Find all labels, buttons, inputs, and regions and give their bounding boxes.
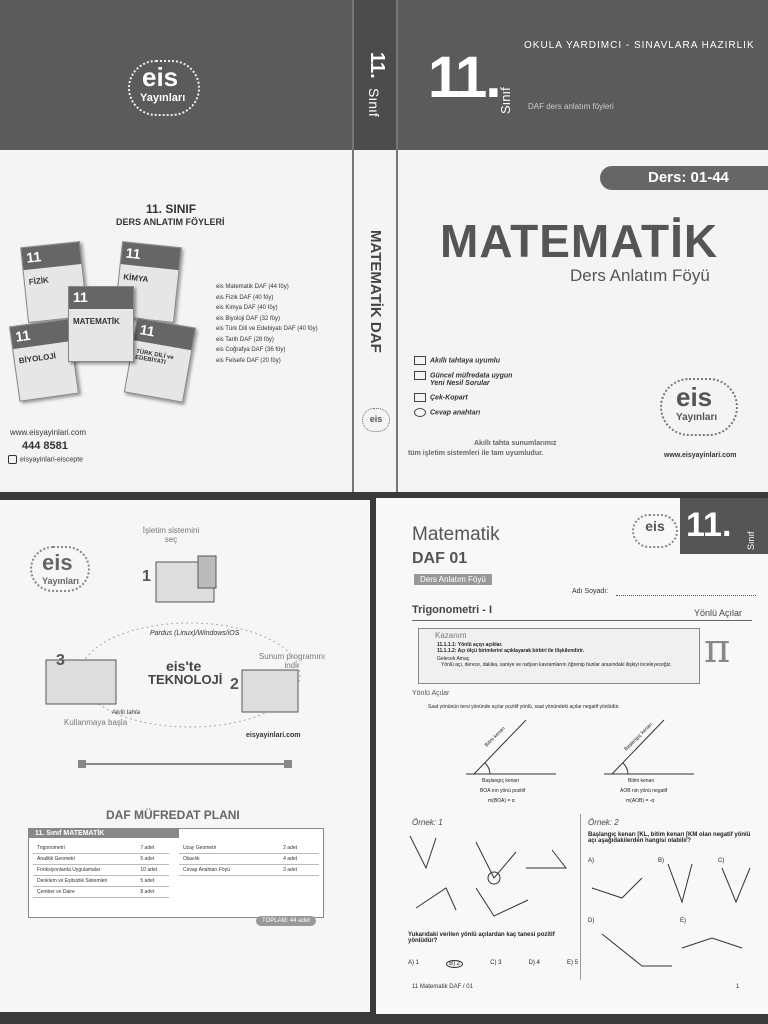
table-row: Trigonometri 7 adet	[33, 843, 169, 854]
section-title: Yönlü Açılar	[412, 690, 450, 697]
example2-title: Örnek: 2	[588, 818, 619, 827]
q1-text: Yukarıdaki verilen yönlü açılardan kaç tanesi pozitif yönlüdür?	[408, 932, 555, 944]
lesson-grade: 11.	[686, 506, 732, 544]
fig1-label-1: Bitim kenarı	[483, 725, 507, 749]
example1-title: Örnek: 1	[412, 818, 443, 827]
feature-list	[414, 356, 512, 417]
ex1-angle-4	[416, 888, 456, 910]
q2-text: Başlangıç kenarı [KL, bitim kenarı [KM olan negatif yönlü açı aşağıdakilerden hangisi olabilir?	[588, 832, 751, 844]
step1-text: İşletim sistemini seç	[142, 526, 200, 544]
lesson-page	[376, 498, 768, 1014]
tech-center-1: eis'te	[166, 658, 202, 674]
kazanim-box	[418, 628, 700, 684]
daf-list-item: eis Tarih DAF (28 föy)	[216, 336, 274, 343]
browser-icon	[242, 670, 298, 712]
daf-list-item: eis Biyoloji DAF (32 föy)	[216, 315, 281, 322]
back-heading: 11. SINIF	[146, 202, 197, 216]
daf-list	[216, 282, 318, 366]
slider-handle-left	[78, 760, 86, 768]
smartboard-icon	[414, 356, 426, 365]
table-row: Denklem ve Eşitsizlik Sistemleri 5 adet	[33, 876, 169, 887]
grade-number: 11.	[428, 45, 500, 110]
ex2-option-e	[682, 938, 742, 948]
option-a[interactable]: A)	[588, 858, 594, 864]
tech-page	[0, 500, 370, 1012]
table-row: Çember ve Daire 8 adet	[33, 887, 169, 898]
option-b[interactable]: B)	[658, 858, 664, 864]
name-line[interactable]	[616, 595, 756, 596]
feature-item: Cevap anahtarı	[414, 408, 512, 417]
cover-subtitle: Ders Anlatım Föyü	[570, 266, 710, 285]
book-biyoloji: 11 BİYOLOJİ	[9, 318, 79, 402]
compat-line-2: tüm işletim sistemleri ile tam uyumludur.	[408, 450, 544, 457]
scissors-icon	[414, 393, 426, 402]
lesson-subject: Matematik	[412, 524, 500, 545]
fig1-arc	[485, 763, 490, 774]
topic-title: Yönlü Açılar	[694, 608, 743, 618]
option-d[interactable]: D) 4	[528, 960, 540, 966]
book-matematik: 11 MATEMATİK	[68, 286, 134, 362]
back-website[interactable]: www.eisyayinlari.com	[10, 428, 87, 437]
rule-text: Saat yönünün tersi yönünde açılar pozitif yönlü, saat yönündeki açılar negatif yönlüdür.	[428, 704, 620, 710]
tech-cycle-diagram	[0, 500, 370, 800]
option-e[interactable]: E) 5	[566, 960, 578, 966]
unit-title: Trigonometri - I	[412, 604, 493, 616]
step2-number: 2	[230, 676, 239, 693]
key-icon	[414, 408, 426, 417]
fig1-caption-1: BOA nın yönü pozitif	[480, 788, 526, 794]
daf-list-item: eis Kimya DAF (40 föy)	[216, 305, 278, 311]
book-edebiyat: 11 TÜRK DİLİ ve EDEBİYATI	[124, 317, 196, 402]
os-label: Pardus (Linux)/Windows/iOS	[150, 630, 240, 637]
spine-grade: 11.	[366, 52, 388, 79]
front-logo-sub: Yayınları	[676, 412, 718, 423]
logo-text: eis	[142, 62, 179, 92]
step3-text: Kullanmaya başla	[64, 718, 128, 727]
directed-angle-figures	[376, 712, 768, 822]
footer-text: 11 Matematik DAF / 01	[412, 984, 473, 990]
daf-list-item: eis Fizik DAF (40 föy)	[216, 294, 274, 301]
kazanim-2: 11.1.1.2: Açı ölçü birimlerini açıklayarak birbiri ile ilişkilendirir.	[437, 648, 585, 654]
hand-icon	[198, 556, 216, 588]
slider-handle-right	[284, 760, 292, 768]
back-subheading: DERS ANLATIM FÖYLERİ	[116, 217, 225, 227]
grade-word: Sınıf	[498, 87, 513, 114]
name-label: Adı Soyadı:	[572, 588, 609, 595]
daf-list-item: eis Coğrafya DAF (36 föy)	[216, 347, 286, 353]
plan-title: DAF MÜFREDAT PLANI	[106, 808, 240, 822]
option-b[interactable]: B) 2	[446, 960, 463, 968]
table-row: Olasılık 4 adet	[179, 854, 319, 865]
back-phone: 444 8581	[22, 440, 68, 452]
plan-table-left	[33, 843, 169, 898]
plan-header: 11. Sınıf MATEMATİK	[29, 829, 179, 838]
book-fizik: 11 FİZİK	[20, 241, 88, 323]
board-label: Akıllı tahta	[112, 710, 141, 716]
spine-title: MATEMATİK DAF	[367, 230, 384, 353]
option-a[interactable]: A) 1	[408, 960, 420, 966]
example1-figures	[406, 828, 576, 918]
plan-table-right	[179, 843, 319, 876]
option-c[interactable]: C)	[718, 858, 725, 864]
step2-text: Sunum programını indir	[258, 652, 326, 670]
plan-total: TOPLAM: 44 adet	[256, 916, 316, 926]
kazanim-title: Kazanım	[435, 631, 467, 640]
table-row: Analitik Geometri 5 adet	[33, 854, 169, 865]
logo-subtext: Yayınları	[140, 92, 186, 104]
tech-logo-sub: Yayınları	[42, 576, 80, 586]
back-social[interactable]: eisyayinlari-eiscepte	[8, 455, 83, 464]
plan-table	[28, 828, 324, 918]
ex1-angle-3	[526, 850, 566, 868]
front-logo-text: eis	[676, 382, 713, 412]
feature-item: Güncel müfredata uygun	[414, 371, 512, 380]
tagline: OKULA YARDIMCI - SINAVLARA HAZIRLIK	[524, 40, 755, 51]
fig1-label-2: Başlangıç kenarı	[482, 778, 520, 784]
q2-options	[588, 858, 758, 938]
page-number: 1	[736, 984, 740, 990]
kazanim-1: 11.1.1.1: Yönlü açıyı açıklar.	[437, 642, 503, 648]
lesson-daf: DAF 01	[412, 550, 468, 567]
lesson-grade-word: Sınıf	[746, 531, 756, 550]
fig1-caption-2: m(BOA) = α	[488, 798, 515, 804]
ex1-angle-1	[410, 836, 436, 868]
kazanim-3: Gelecek Amaç	[437, 656, 470, 662]
tech-logo-text: eis	[42, 550, 73, 575]
step3-number: 3	[56, 652, 65, 669]
option-c[interactable]: C) 3	[490, 960, 502, 966]
feature-item: Akıllı tahtaya uyumlu	[414, 356, 512, 365]
unit-rule	[412, 620, 752, 621]
table-row: Fonksiyonlarda Uygulamalar 10 adet	[33, 865, 169, 876]
feature-item: Yeni Nesil Sorular	[430, 380, 490, 387]
fig2-caption-1: AOB nin yönü negatif	[620, 788, 668, 794]
lessons-label: Ders: 01-44	[648, 169, 729, 186]
cover-title: MATEMATİK	[440, 215, 719, 267]
sub-tagline: DAF ders anlatım föyleri	[528, 102, 614, 111]
compat-line-1: Akıllı tahta sunumlarımız	[474, 440, 557, 447]
fig2-label-2: Bitim kenarı	[628, 778, 655, 784]
instagram-icon	[8, 455, 17, 464]
lesson-logo: eis	[632, 514, 678, 548]
cover-spread	[0, 0, 768, 492]
curriculum-icon	[414, 371, 426, 380]
ex1-angle-5	[476, 888, 528, 916]
fig2-arc	[623, 763, 628, 774]
pi-icon: π	[704, 626, 731, 672]
q1-options	[408, 960, 578, 968]
table-row: Cevap Anahtarı Föyü 3 adet	[179, 865, 319, 876]
daf-list-item: eis Türk Dili ve Edebiyatı DAF (40 föy)	[216, 326, 318, 332]
step1-number: 1	[142, 568, 151, 585]
daf-list-item: eis Matematik DAF (44 föy)	[216, 284, 289, 290]
fig2-caption-2: m(AOB) = -α	[626, 798, 655, 804]
examples-divider	[580, 814, 581, 980]
lesson-daf-sub: Ders Anlatım Föyü	[414, 574, 492, 585]
fig2-label-1: Başlangıç kenarı	[623, 721, 654, 753]
book-kimya: 11 KİMYA	[114, 241, 182, 323]
fig2-arm	[612, 720, 664, 774]
site-label[interactable]: eisyayinlari.com	[246, 732, 301, 739]
option-d[interactable]: D)	[588, 918, 595, 924]
table-row: Uzay Geometri 2 adet	[179, 843, 319, 854]
ex2-option-d	[602, 934, 672, 966]
spine-logo: eis	[362, 408, 390, 432]
daf-list-item: eis Felsefe DAF (20 föy)	[216, 357, 281, 364]
front-website[interactable]: www.eisyayinlari.com	[664, 452, 737, 459]
tech-center-2: TEKNOLOJİ	[148, 672, 223, 687]
spine-grade-word: Sınıf	[366, 88, 382, 117]
kazanim-4: Yönlü açı, derece, dakika, saniye ve radyan kavramlarını öğrenip bunlar arasındaki ilişkiyi inceleyeceğiz.	[441, 662, 672, 668]
option-e[interactable]: E)	[680, 918, 686, 924]
feature-item: Çek-Kopart	[414, 393, 512, 402]
